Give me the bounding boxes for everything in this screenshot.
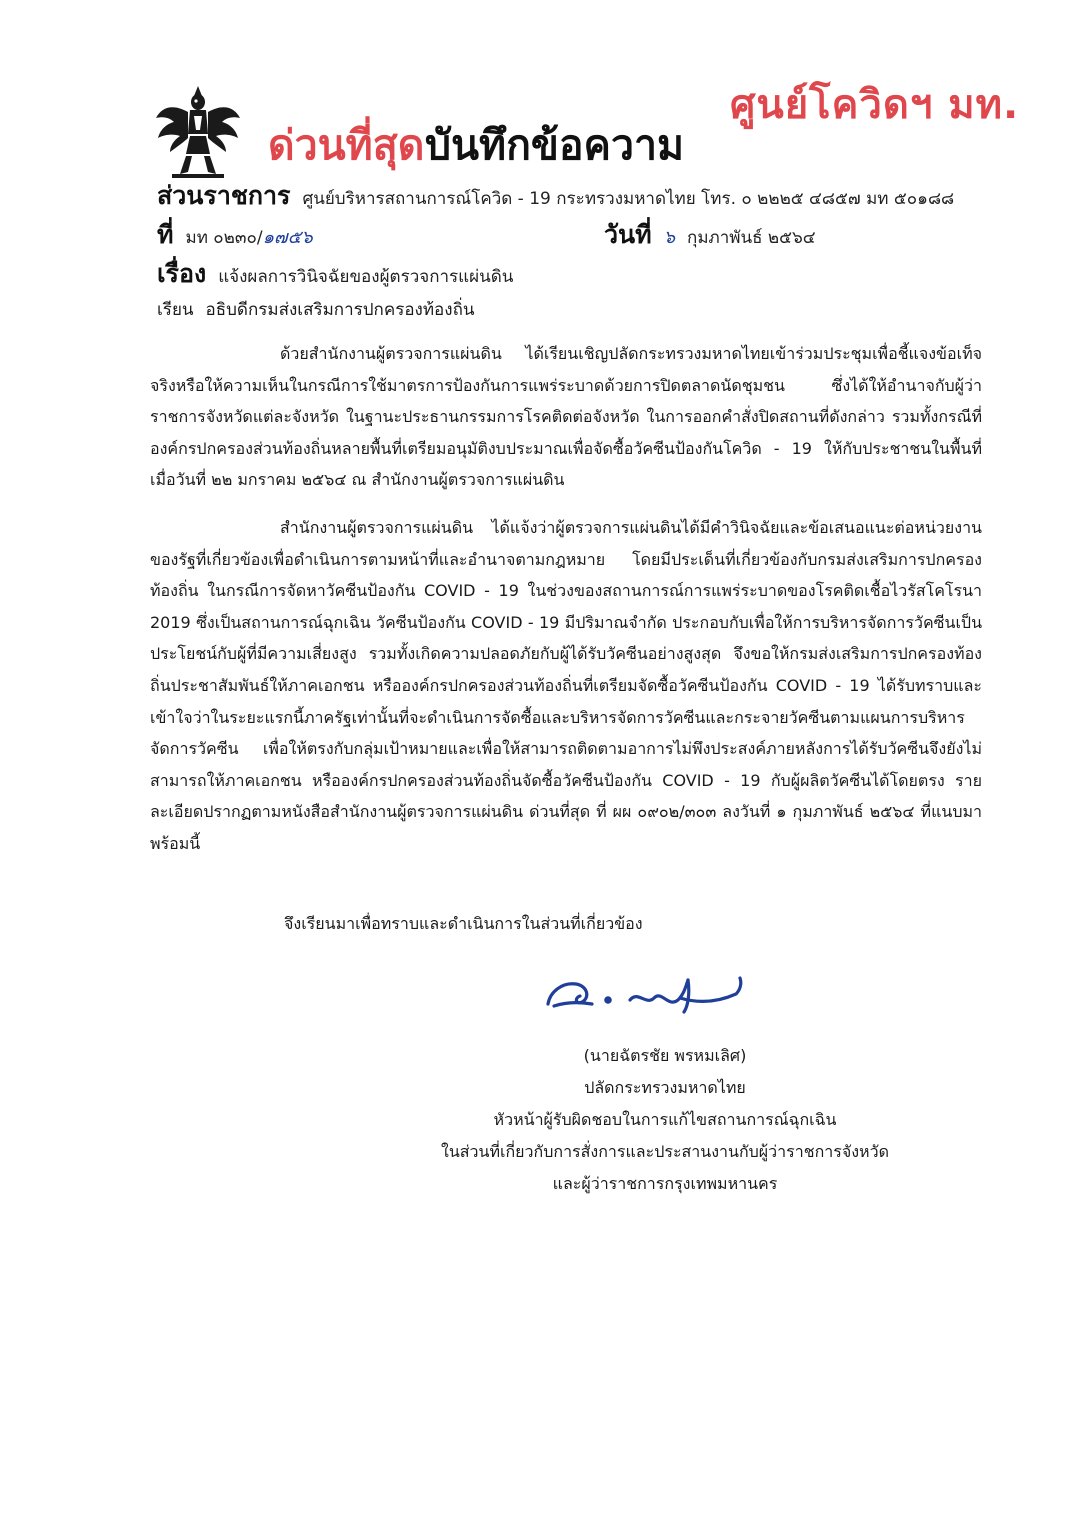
date-row (604, 215, 816, 255)
reference-handwritten-number: ๑๗๕๖ (262, 227, 313, 248)
date-day-handwritten: ๖ (663, 227, 676, 248)
signatory-position: ปลัดกระทรวงมหาดไทย (584, 1078, 746, 1097)
signatory-position: ในส่วนที่เกี่ยวกับการสั่งการและประสานงานกับผู้ว่าราชการจังหวัด (441, 1142, 889, 1161)
subject-value: แจ้งผลการวินิจฉัยของผู้ตรวจการแผ่นดิน (218, 267, 514, 287)
source-row (157, 176, 954, 216)
urgency-label: ด่วนที่สุด (268, 121, 425, 169)
reference-label: ที่ (157, 220, 174, 249)
document-type-title: บันทึกข้อความ (425, 121, 685, 169)
handwritten-signature (540, 968, 750, 1028)
source-label: ส่วนราชการ (157, 181, 291, 210)
center-stamp: ศูนย์โควิดฯ มท. (730, 82, 1020, 128)
subject-label: เรื่อง (157, 259, 207, 288)
recipient-value: อธิบดีกรมส่งเสริมการปกครองท้องถิ่น (205, 300, 475, 320)
subject-row (157, 254, 513, 294)
date-value: กุมภาพันธ์ ๒๕๖๔ (687, 228, 816, 248)
signatory-name: (นายฉัตรชัย พรหมเลิศ) (583, 1046, 747, 1065)
recipient-row (157, 296, 474, 323)
body-paragraph-1 (150, 338, 982, 496)
source-value: ศูนย์บริหารสถานการณ์โควิด - 19 กระทรวงมหาดไทย โทร. ๐ ๒๒๒๕ ๔๘๕๗ มท ๕๐๑๘๘ (302, 189, 955, 209)
recipient-label: เรียน (157, 300, 194, 320)
reference-row (157, 215, 313, 255)
paragraph-text: สำนักงานผู้ตรวจการแผ่นดิน ได้แจ้งว่าผู้ตรวจการแผ่นดินได้มีคำวินิจฉัยและข้อเสนอแนะต่อหน่วยงานของรัฐที่เกี่ยวข้องเพื่อดำเนินการตามหน้าที่และอำนาจตามกฎหมาย โดยมีประเด็นที่เกี่ยวข้องกับกรมส่งเสริมการปกครองท้องถิ่น ในกรณีการจัดหาวัคซีนป้องกัน COVID - 19 ในช่วงของสถานการณ์การแพร่ระบาดของโรคติดเชื้อไวรัสโคโรนา 2019 ซึ่งเป็นสถานการณ์ฉุกเฉิน วัคซีนป้องกัน COVID - 19 มีปริมาณจำกัด ประกอบกับเพื่อให้การบริหารจัดการวัคซีนเป็นประโยชน์กับผู้ที่มีความเสี่ยงสูง รวมทั้งเกิดความปลอดภัยกับผู้ได้รับวัคซีนอย่างสูงสุด จึงขอให้กรมส่งเสริมการปกครองท้องถิ่นประชาสัมพันธ์ให้ภาคเอกชน หรือองค์กรปกครองส่วนท้องถิ่นที่เตรียมจัดซื้อวัคซีนป้องกัน COVID - 19 ได้รับทราบและเข้าใจว่าในระยะแรกนี้ภาครัฐเท่านั้นที่จะดำเนินการจัดซื้อและบริหารจัดการวัคซีนและกระจายวัคซีนตามแผนการบริหารจัดการวัคซีน เพื่อให้ตรงกับกลุ่มเป้าหมายและเพื่อให้สามารถติดตามอาการไม่พึงประสงค์ภายหลังการได้รับวัคซีนจึงยังไม่สามารถให้ภาคเอกชน หรือองค์กรปกครองส่วนท้องถิ่นจัดซื้อวัคซีนป้องกัน COVID - 19 กับผู้ผลิตวัคซีนได้โดยตรง รายละเอียดปรากฏตามหนังสือสำนักงานผู้ตรวจการแผ่นดิน ด่วนที่สุด ที่ ผผ ๐๙๐๒/๓๐๓ ลงวันที่ ๑ กุมภาพันธ์ ๒๕๖๔ ที่แนบมาพร้อมนี้ (150, 518, 982, 853)
signatory-position: หัวหน้าผู้รับผิดชอบในการแก้ไขสถานการณ์ฉุกเฉิน (493, 1110, 837, 1129)
signatory-block (380, 1040, 950, 1200)
date-label: วันที่ (604, 220, 652, 249)
body-paragraph-2 (150, 512, 982, 860)
closing-line: จึงเรียนมาเพื่อทราบและดำเนินการในส่วนที่เกี่ยวข้อง (284, 914, 643, 933)
paragraph-text: ด้วยสำนักงานผู้ตรวจการแผ่นดิน ได้เรียนเชิญปลัดกระทรวงมหาดไทยเข้าร่วมประชุมเพื่อชี้แจงข้อเท็จจริงหรือให้ความเห็นในกรณีการใช้มาตรการป้องกันการแพร่ระบาดด้วยการปิดตลาดนัดชุมชน ซึ่งได้ให้อำนาจกับผู้ว่าราชการจังหวัดแต่ละจังหวัด ในฐานะประธานกรรมการโรคติดต่อจังหวัด ในการออกคำสั่งปิดสถานที่ดังกล่าว รวมทั้งกรณีที่องค์กรปกครองส่วนท้องถิ่นหลายพื้นที่เตรียมอนุมัติงบประมาณเพื่อจัดซื้อวัคซีนป้องกันโควิด - 19 ให้กับประชาชนในพื้นที่ เมื่อวันที่ ๒๒ มกราคม ๒๕๖๔ ณ สำนักงานผู้ตรวจการแผ่นดิน (150, 344, 982, 490)
garuda-emblem-icon (152, 82, 244, 180)
signatory-position: และผู้ว่าราชการกรุงเทพมหานคร (552, 1174, 778, 1193)
reference-value: มท ๐๒๓๐/ (185, 228, 263, 248)
